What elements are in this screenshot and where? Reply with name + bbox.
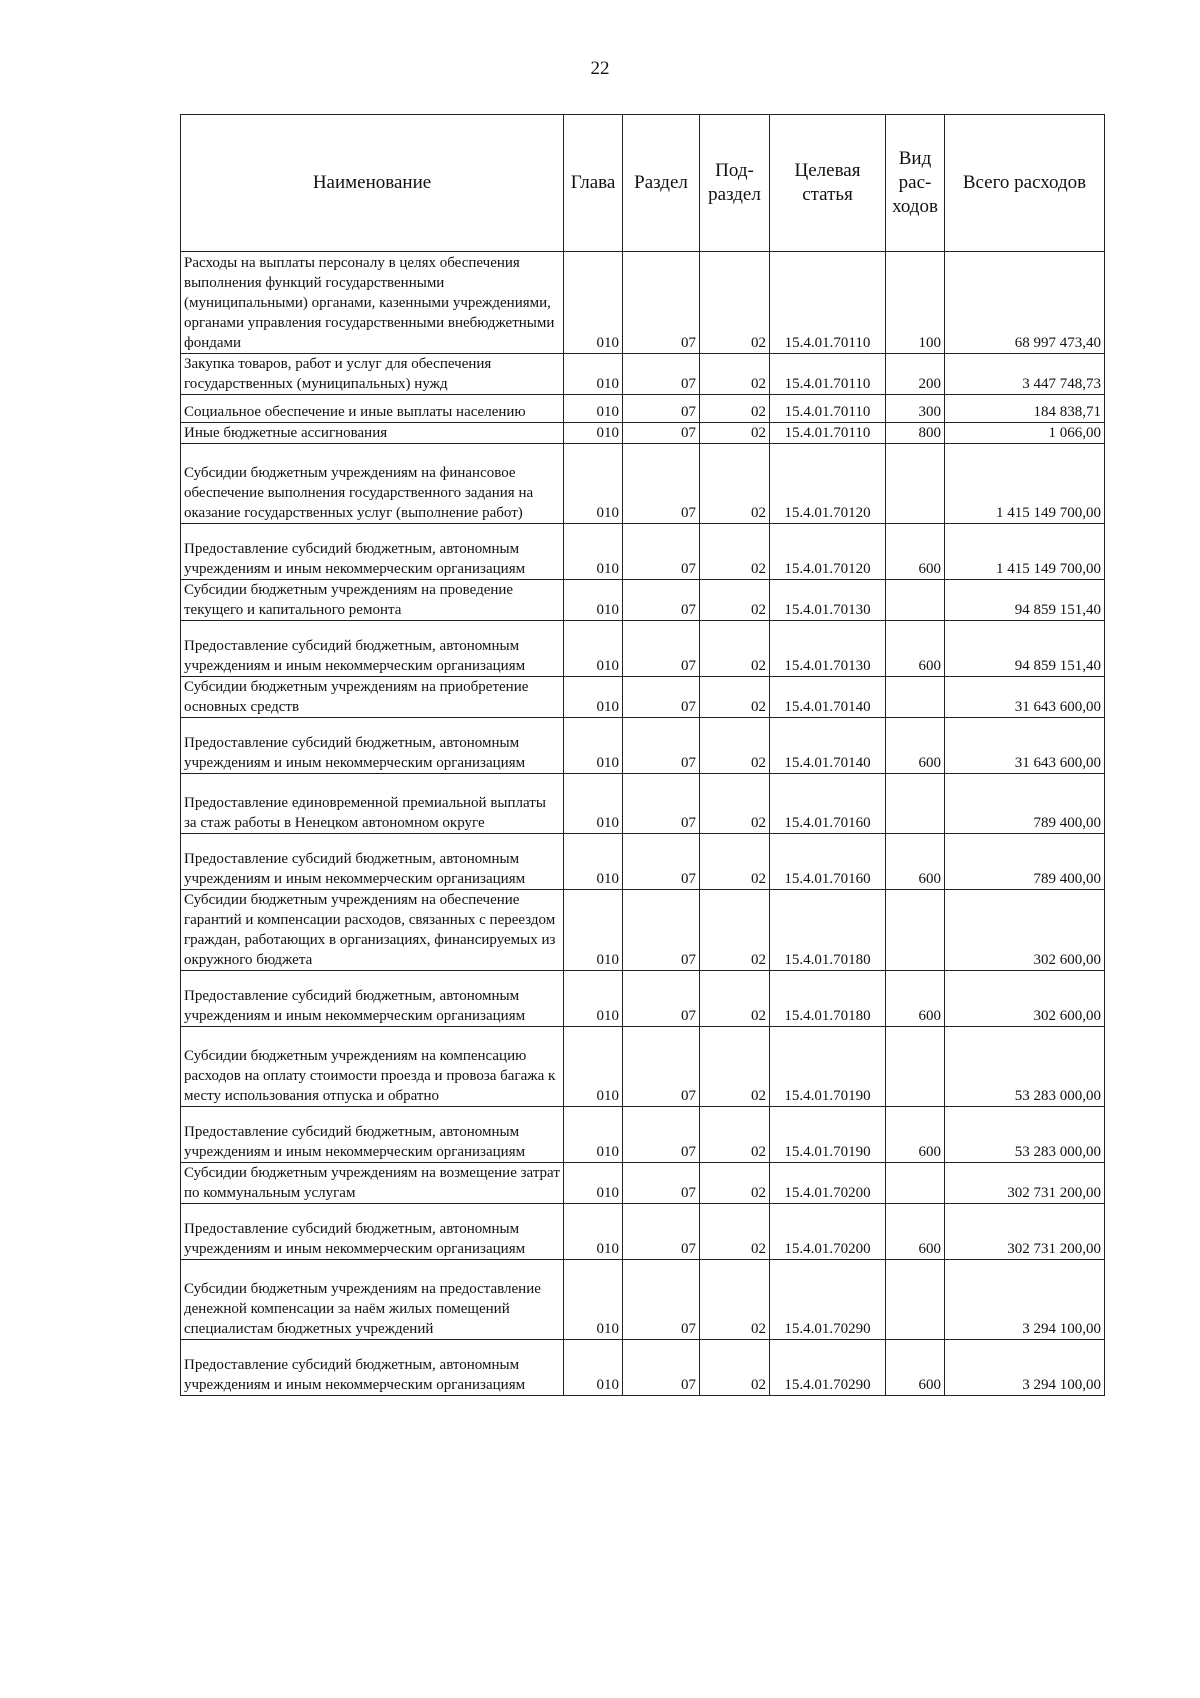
cell-total: 3 294 100,00 xyxy=(945,1260,1105,1340)
table-body xyxy=(181,252,1105,1396)
header-expense-type: Вид рас- ходов xyxy=(886,115,945,252)
cell-total: 302 731 200,00 xyxy=(945,1204,1105,1260)
cell-razdel: 07 xyxy=(623,1107,700,1163)
cell-name: Субсидии бюджетным учреждениям на финансовое обеспечение выполнения государственного задания на оказание государственных услуг (выполнение работ) xyxy=(181,444,564,524)
cell-podrazdel: 02 xyxy=(700,395,770,423)
cell-total: 31 643 600,00 xyxy=(945,677,1105,718)
cell-razdel: 07 xyxy=(623,1260,700,1340)
cell-expense-type xyxy=(886,580,945,621)
cell-podrazdel: 02 xyxy=(700,524,770,580)
cell-target-article: 15.4.01.70160 xyxy=(770,834,886,890)
cell-podrazdel: 02 xyxy=(700,774,770,834)
cell-glava: 010 xyxy=(564,1204,623,1260)
cell-total: 302 600,00 xyxy=(945,890,1105,971)
cell-name: Предоставление субсидий бюджетным, автономным учреждениям и иным некоммерческим организациям xyxy=(181,524,564,580)
cell-podrazdel: 02 xyxy=(700,834,770,890)
cell-glava: 010 xyxy=(564,1027,623,1107)
cell-razdel: 07 xyxy=(623,580,700,621)
cell-name: Расходы на выплаты персоналу в целях обеспечения выполнения функций государственными (муниципальными) органами, казенными учреждениями, органами управления государственными внебюджетными фондами xyxy=(181,252,564,354)
table-row xyxy=(181,423,1105,444)
table-header-row xyxy=(181,115,1105,252)
cell-glava: 010 xyxy=(564,354,623,395)
cell-name: Субсидии бюджетным учреждениям на возмещение затрат по коммунальным услугам xyxy=(181,1163,564,1204)
cell-glava: 010 xyxy=(564,395,623,423)
cell-name: Предоставление субсидий бюджетным, автономным учреждениям и иным некоммерческим организациям xyxy=(181,971,564,1027)
cell-glava: 010 xyxy=(564,444,623,524)
header-total: Всего расходов xyxy=(945,115,1105,252)
header-target-article: Целевая статья xyxy=(770,115,886,252)
cell-total: 94 859 151,40 xyxy=(945,580,1105,621)
table-row xyxy=(181,834,1105,890)
cell-glava: 010 xyxy=(564,1107,623,1163)
table-row xyxy=(181,1204,1105,1260)
cell-target-article: 15.4.01.70140 xyxy=(770,718,886,774)
cell-name: Субсидии бюджетным учреждениям на обеспечение гарантий и компенсации расходов, связанных с переездом граждан, работающих в организациях, финансируемых из окружного бюджета xyxy=(181,890,564,971)
cell-podrazdel: 02 xyxy=(700,252,770,354)
cell-expense-type xyxy=(886,774,945,834)
cell-total: 94 859 151,40 xyxy=(945,621,1105,677)
cell-razdel: 07 xyxy=(623,1204,700,1260)
cell-expense-type: 600 xyxy=(886,524,945,580)
cell-glava: 010 xyxy=(564,1163,623,1204)
table-row xyxy=(181,524,1105,580)
cell-target-article: 15.4.01.70190 xyxy=(770,1027,886,1107)
cell-razdel: 07 xyxy=(623,677,700,718)
cell-glava: 010 xyxy=(564,890,623,971)
cell-podrazdel: 02 xyxy=(700,1107,770,1163)
header-name: Наименование xyxy=(181,115,564,252)
cell-glava: 010 xyxy=(564,718,623,774)
cell-podrazdel: 02 xyxy=(700,890,770,971)
table-row xyxy=(181,1107,1105,1163)
cell-target-article: 15.4.01.70200 xyxy=(770,1204,886,1260)
cell-razdel: 07 xyxy=(623,890,700,971)
cell-expense-type: 800 xyxy=(886,423,945,444)
cell-glava: 010 xyxy=(564,621,623,677)
cell-total: 53 283 000,00 xyxy=(945,1027,1105,1107)
cell-expense-type: 600 xyxy=(886,1340,945,1396)
cell-expense-type: 600 xyxy=(886,718,945,774)
cell-podrazdel: 02 xyxy=(700,444,770,524)
cell-expense-type xyxy=(886,1163,945,1204)
cell-expense-type: 600 xyxy=(886,971,945,1027)
cell-razdel: 07 xyxy=(623,834,700,890)
cell-total: 789 400,00 xyxy=(945,834,1105,890)
table-row xyxy=(181,1163,1105,1204)
cell-total: 31 643 600,00 xyxy=(945,718,1105,774)
cell-razdel: 07 xyxy=(623,718,700,774)
cell-glava: 010 xyxy=(564,1260,623,1340)
cell-target-article: 15.4.01.70130 xyxy=(770,580,886,621)
cell-target-article: 15.4.01.70110 xyxy=(770,354,886,395)
cell-razdel: 07 xyxy=(623,354,700,395)
cell-razdel: 07 xyxy=(623,1027,700,1107)
cell-expense-type xyxy=(886,677,945,718)
cell-target-article: 15.4.01.70160 xyxy=(770,774,886,834)
cell-target-article: 15.4.01.70110 xyxy=(770,252,886,354)
cell-target-article: 15.4.01.70110 xyxy=(770,423,886,444)
table-row xyxy=(181,395,1105,423)
cell-name: Субсидии бюджетным учреждениям на компенсацию расходов на оплату стоимости проезда и провоза багажа к месту использования отпуска и обратно xyxy=(181,1027,564,1107)
cell-podrazdel: 02 xyxy=(700,1260,770,1340)
cell-razdel: 07 xyxy=(623,395,700,423)
cell-target-article: 15.4.01.70110 xyxy=(770,395,886,423)
cell-target-article: 15.4.01.70180 xyxy=(770,890,886,971)
cell-podrazdel: 02 xyxy=(700,621,770,677)
cell-razdel: 07 xyxy=(623,971,700,1027)
cell-podrazdel: 02 xyxy=(700,971,770,1027)
cell-expense-type xyxy=(886,444,945,524)
cell-expense-type xyxy=(886,890,945,971)
cell-glava: 010 xyxy=(564,252,623,354)
cell-glava: 010 xyxy=(564,423,623,444)
cell-expense-type: 600 xyxy=(886,621,945,677)
cell-glava: 010 xyxy=(564,1340,623,1396)
budget-table xyxy=(180,114,1105,1396)
cell-expense-type: 100 xyxy=(886,252,945,354)
cell-expense-type xyxy=(886,1027,945,1107)
table-row xyxy=(181,444,1105,524)
cell-podrazdel: 02 xyxy=(700,677,770,718)
cell-total: 3 294 100,00 xyxy=(945,1340,1105,1396)
table-row xyxy=(181,621,1105,677)
cell-razdel: 07 xyxy=(623,1340,700,1396)
cell-total: 302 600,00 xyxy=(945,971,1105,1027)
cell-name: Предоставление субсидий бюджетным, автономным учреждениям и иным некоммерческим организациям xyxy=(181,1204,564,1260)
cell-glava: 010 xyxy=(564,774,623,834)
cell-razdel: 07 xyxy=(623,252,700,354)
cell-target-article: 15.4.01.70180 xyxy=(770,971,886,1027)
cell-glava: 010 xyxy=(564,580,623,621)
cell-podrazdel: 02 xyxy=(700,354,770,395)
cell-glava: 010 xyxy=(564,677,623,718)
cell-total: 3 447 748,73 xyxy=(945,354,1105,395)
cell-podrazdel: 02 xyxy=(700,1163,770,1204)
cell-total: 1 415 149 700,00 xyxy=(945,524,1105,580)
cell-expense-type xyxy=(886,1260,945,1340)
cell-name: Предоставление субсидий бюджетным, автономным учреждениям и иным некоммерческим организациям xyxy=(181,1340,564,1396)
table-row xyxy=(181,580,1105,621)
cell-target-article: 15.4.01.70290 xyxy=(770,1260,886,1340)
cell-name: Предоставление субсидий бюджетным, автономным учреждениям и иным некоммерческим организациям xyxy=(181,834,564,890)
cell-total: 184 838,71 xyxy=(945,395,1105,423)
cell-expense-type: 300 xyxy=(886,395,945,423)
cell-razdel: 07 xyxy=(623,1163,700,1204)
table-row xyxy=(181,890,1105,971)
cell-glava: 010 xyxy=(564,524,623,580)
cell-razdel: 07 xyxy=(623,774,700,834)
cell-razdel: 07 xyxy=(623,524,700,580)
cell-target-article: 15.4.01.70120 xyxy=(770,524,886,580)
cell-podrazdel: 02 xyxy=(700,423,770,444)
cell-total: 302 731 200,00 xyxy=(945,1163,1105,1204)
cell-glava: 010 xyxy=(564,834,623,890)
table-row xyxy=(181,1260,1105,1340)
cell-glava: 010 xyxy=(564,971,623,1027)
cell-podrazdel: 02 xyxy=(700,718,770,774)
cell-target-article: 15.4.01.70120 xyxy=(770,444,886,524)
table-row xyxy=(181,677,1105,718)
table-row xyxy=(181,354,1105,395)
table-row xyxy=(181,1027,1105,1107)
table-row xyxy=(181,718,1105,774)
cell-razdel: 07 xyxy=(623,621,700,677)
cell-expense-type: 600 xyxy=(886,1107,945,1163)
cell-name: Субсидии бюджетным учреждениям на приобретение основных средств xyxy=(181,677,564,718)
cell-expense-type: 200 xyxy=(886,354,945,395)
cell-total: 68 997 473,40 xyxy=(945,252,1105,354)
cell-name: Предоставление субсидий бюджетным, автономным учреждениям и иным некоммерческим организациям xyxy=(181,718,564,774)
cell-expense-type: 600 xyxy=(886,834,945,890)
cell-name: Предоставление единовременной премиальной выплаты за стаж работы в Ненецком автономном округе xyxy=(181,774,564,834)
cell-expense-type: 600 xyxy=(886,1204,945,1260)
table-row xyxy=(181,971,1105,1027)
cell-total: 789 400,00 xyxy=(945,774,1105,834)
cell-name: Предоставление субсидий бюджетным, автономным учреждениям и иным некоммерческим организациям xyxy=(181,1107,564,1163)
cell-total: 1 066,00 xyxy=(945,423,1105,444)
table-row xyxy=(181,252,1105,354)
cell-target-article: 15.4.01.70290 xyxy=(770,1340,886,1396)
cell-name: Иные бюджетные ассигнования xyxy=(181,423,564,444)
cell-target-article: 15.4.01.70190 xyxy=(770,1107,886,1163)
cell-razdel: 07 xyxy=(623,444,700,524)
cell-podrazdel: 02 xyxy=(700,1204,770,1260)
cell-podrazdel: 02 xyxy=(700,1027,770,1107)
cell-razdel: 07 xyxy=(623,423,700,444)
cell-podrazdel: 02 xyxy=(700,580,770,621)
page-number: 22 xyxy=(590,58,610,79)
table-row xyxy=(181,774,1105,834)
cell-target-article: 15.4.01.70130 xyxy=(770,621,886,677)
cell-name: Субсидии бюджетным учреждениям на проведение текущего и капитального ремонта xyxy=(181,580,564,621)
cell-total: 1 415 149 700,00 xyxy=(945,444,1105,524)
cell-podrazdel: 02 xyxy=(700,1340,770,1396)
cell-name: Социальное обеспечение и иные выплаты населению xyxy=(181,395,564,423)
cell-name: Предоставление субсидий бюджетным, автономным учреждениям и иным некоммерческим организациям xyxy=(181,621,564,677)
cell-target-article: 15.4.01.70140 xyxy=(770,677,886,718)
cell-target-article: 15.4.01.70200 xyxy=(770,1163,886,1204)
cell-total: 53 283 000,00 xyxy=(945,1107,1105,1163)
table-row xyxy=(181,1340,1105,1396)
header-razdel: Раздел xyxy=(623,115,700,252)
header-podrazdel: Под- раздел xyxy=(700,115,770,252)
cell-name: Закупка товаров, работ и услуг для обеспечения государственных (муниципальных) нужд xyxy=(181,354,564,395)
header-glava: Глава xyxy=(564,115,623,252)
cell-name: Субсидии бюджетным учреждениям на предоставление денежной компенсации за наём жилых помещений специалистам бюджетных учреждений xyxy=(181,1260,564,1340)
